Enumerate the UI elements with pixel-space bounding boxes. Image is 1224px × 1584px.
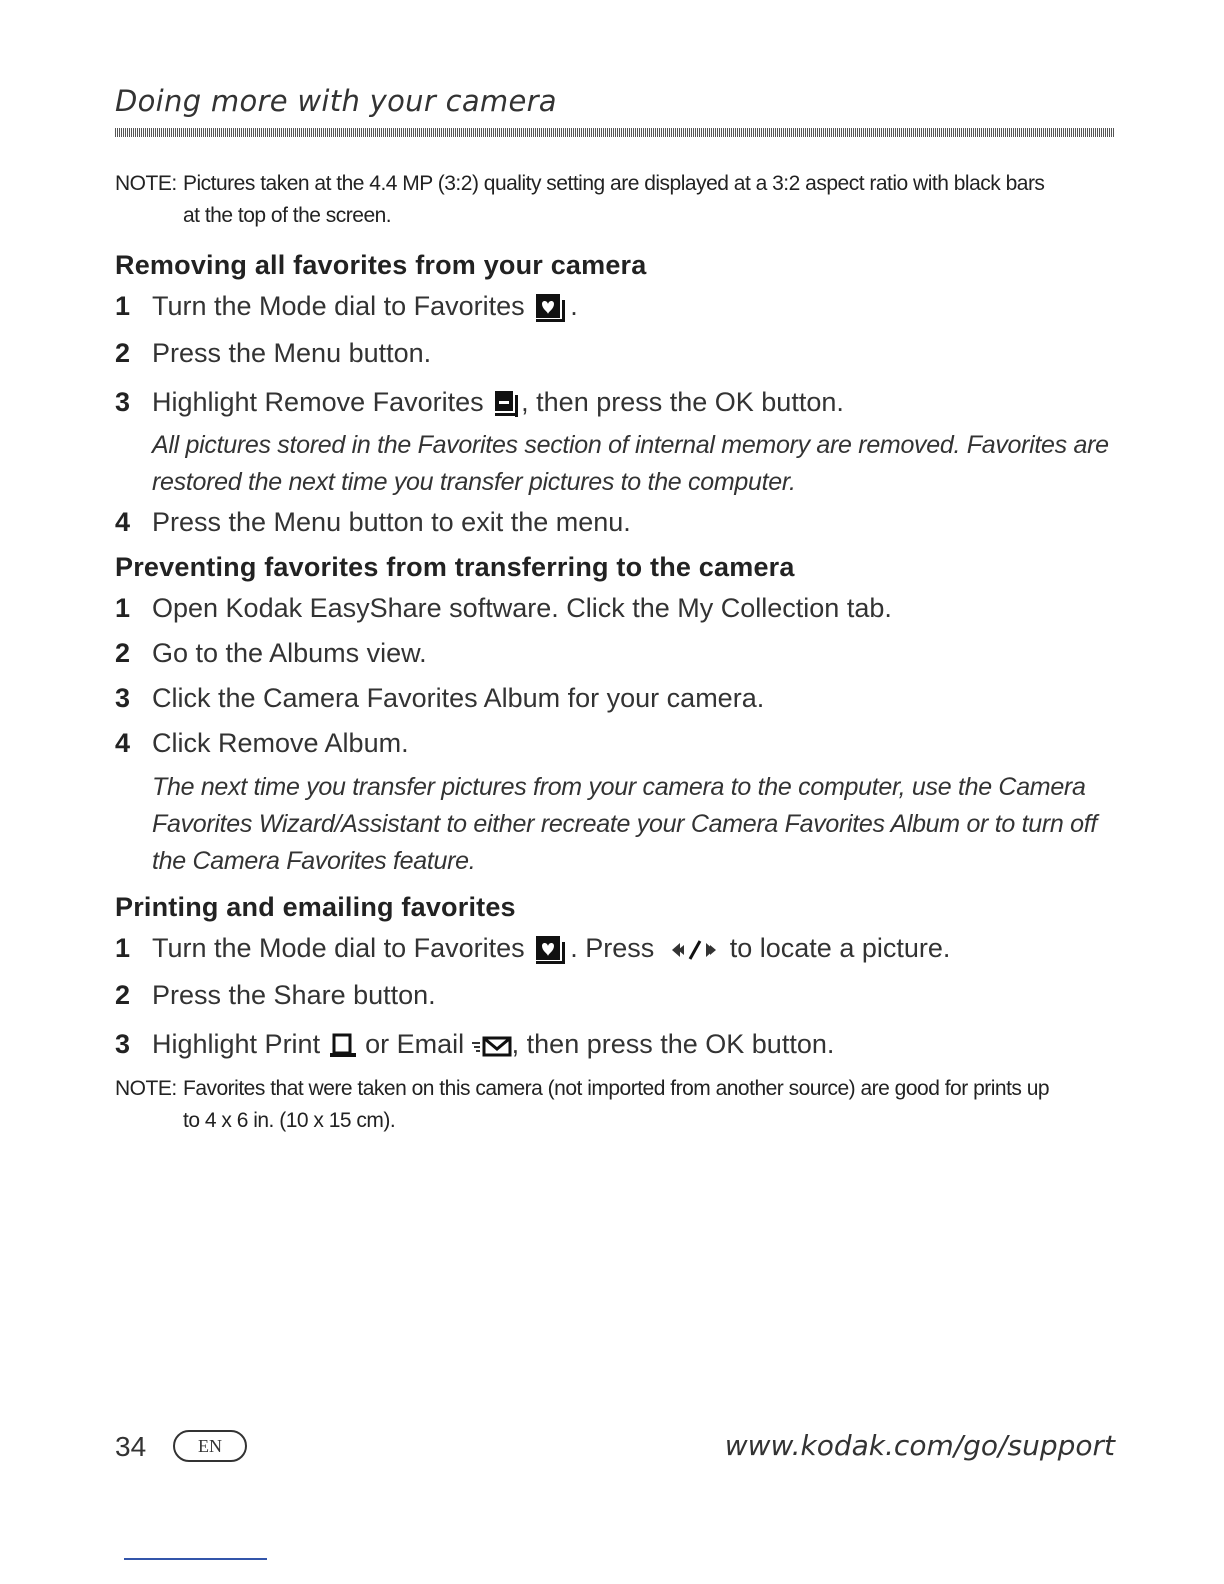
page-number: 34 xyxy=(115,1431,147,1462)
result-line: restored the next time you transfer pictures to the computer. xyxy=(152,467,796,496)
step-number: 2 xyxy=(115,337,131,368)
language-code: EN xyxy=(198,1436,222,1456)
note-text xyxy=(183,1073,1115,1137)
step-number: 3 xyxy=(115,1028,131,1059)
step-text: Press the Share button. xyxy=(152,979,436,1010)
step-3 xyxy=(115,387,1115,419)
step-3 xyxy=(115,683,1115,714)
step-result xyxy=(152,769,1115,880)
step-number: 3 xyxy=(115,386,131,417)
step-text-part: to locate a picture. xyxy=(729,932,951,963)
step-number: 4 xyxy=(115,727,131,758)
print-icon xyxy=(328,1031,358,1061)
step-text-part: Turn the Mode dial to Favorites xyxy=(152,291,525,321)
step-1 xyxy=(115,593,1115,624)
note-line: at the top of the screen. xyxy=(183,204,392,227)
note-print-size xyxy=(115,1073,1115,1137)
step-number: 1 xyxy=(115,932,131,963)
step-text-part: . Press xyxy=(570,932,655,963)
step-1 xyxy=(115,291,1115,324)
step-text: Click the Camera Favorites Album for your camera. xyxy=(152,682,765,713)
left-right-arrows-icon xyxy=(670,939,722,961)
note-label: NOTE: xyxy=(115,1076,177,1100)
step-4 xyxy=(115,728,1115,759)
step-2 xyxy=(115,980,1115,1011)
step-3 xyxy=(115,1029,1115,1061)
remove-favorites-icon xyxy=(491,389,521,419)
step-number: 4 xyxy=(115,506,131,537)
language-badge xyxy=(172,1429,248,1468)
result-line: the Camera Favorites feature. xyxy=(152,846,476,875)
step-number: 1 xyxy=(115,291,131,321)
email-icon xyxy=(472,1033,512,1059)
support-url: www.kodak.com/go/support xyxy=(724,1429,1115,1462)
section-heading-remove-favorites: Removing all favorites from your camera xyxy=(115,250,647,280)
step-number: 1 xyxy=(115,592,131,623)
section-heading-prevent-transfer: Preventing favorites from transferring to the camera xyxy=(115,551,795,582)
result-line: All pictures stored in the Favorites section of internal memory are removed. Favorites are xyxy=(152,430,1109,459)
note-aspect-ratio xyxy=(115,168,1115,232)
step-4 xyxy=(115,507,1115,538)
step-text: Go to the Albums view. xyxy=(152,637,427,668)
step-number: 2 xyxy=(115,979,131,1010)
step-1 xyxy=(115,933,1115,966)
step-2 xyxy=(115,338,1115,369)
step-text xyxy=(152,291,1115,324)
step-text xyxy=(152,387,1115,419)
favorites-icon xyxy=(532,292,570,324)
step-text: Open Kodak EasyShare software. Click the My Collection tab. xyxy=(152,592,892,623)
note-line: Favorites that were taken on this camera (not imported from another source) are good for prints up xyxy=(183,1076,1050,1100)
result-line: Favorites Wizard/Assistant to either recreate your Camera Favorites Album or to turn off xyxy=(152,809,1098,838)
step-text-part: , then press the OK button. xyxy=(521,386,844,417)
note-line: to 4 x 6 in. (10 x 15 cm). xyxy=(183,1108,396,1132)
step-text: Click Remove Album. xyxy=(152,727,409,758)
note-text xyxy=(183,168,1115,232)
note-line: Pictures taken at the 4.4 MP (3:2) quality setting are displayed at a 3:2 aspect ratio with black bars xyxy=(183,172,1045,195)
bottom-rule xyxy=(124,1558,267,1560)
step-text-part: , then press the OK button. xyxy=(511,1028,835,1059)
step-text: Press the Menu button. xyxy=(152,337,432,368)
step-text-part: or Email xyxy=(365,1028,465,1059)
page-footer xyxy=(115,1425,1115,1471)
step-text-part: Turn the Mode dial to Favorites xyxy=(152,932,525,963)
header-title: Doing more with your camera xyxy=(115,84,557,118)
page-header xyxy=(115,84,1115,118)
step-text-part: Highlight Print xyxy=(152,1028,321,1059)
step-number: 3 xyxy=(115,682,131,713)
step-text-part: . xyxy=(570,291,578,321)
result-line: The next time you transfer pictures from your camera to the computer, use the Camera xyxy=(152,772,1086,801)
step-result xyxy=(152,427,1115,501)
step-text-part: Highlight Remove Favorites xyxy=(152,386,484,417)
step-text: Press the Menu button to exit the menu. xyxy=(152,506,631,537)
step-text xyxy=(152,1029,1115,1061)
note-label: NOTE: xyxy=(115,172,177,195)
step-text xyxy=(152,933,1115,966)
step-number: 2 xyxy=(115,637,131,668)
favorites-icon xyxy=(532,934,570,966)
header-rule xyxy=(115,128,1115,137)
section-heading-print-email: Printing and emailing favorites xyxy=(115,891,516,922)
step-2 xyxy=(115,638,1115,669)
page-content xyxy=(115,168,1115,1137)
